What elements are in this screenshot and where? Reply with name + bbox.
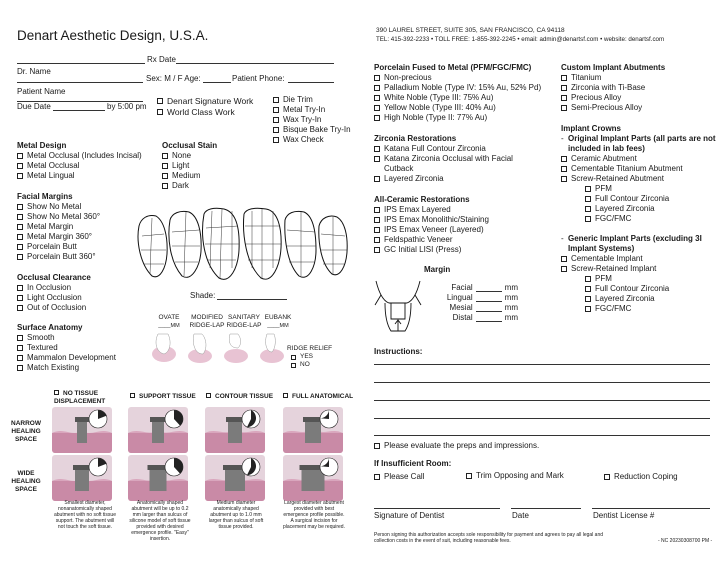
tissue-implant-image <box>128 407 188 453</box>
ceramic-option[interactable]: IPS Emax Veneer (Layered) <box>374 225 489 235</box>
implant-option[interactable]: Ceramic Abutment <box>561 154 721 164</box>
implant-sub-option[interactable]: FGC/FMC <box>561 304 721 314</box>
service-option[interactable]: Denart Signature Work <box>157 95 253 106</box>
patient-name-label: Patient Name <box>17 87 66 96</box>
shade-field[interactable] <box>217 299 287 300</box>
anatomy-option[interactable]: Mammalon Development <box>17 353 116 363</box>
section-title: Surface Anatomy <box>17 323 83 332</box>
instructions-line[interactable] <box>374 418 710 419</box>
company-contact: TEL: 415-392-2233 • TOLL FREE: 1-855-392-2245 • email: admin@denartsf.com • website: denartsf.com <box>376 36 665 43</box>
tissue-implant-image <box>283 407 343 453</box>
signature-label: Signature of Dentist <box>374 511 445 520</box>
try-option[interactable]: Metal Try-In <box>273 105 351 115</box>
section-title: Zirconia Restorations <box>374 134 457 143</box>
zirconia-section <box>374 134 544 184</box>
tissue-col-contour[interactable]: CONTOUR TISSUE <box>206 393 282 401</box>
implant-crowns-section <box>561 124 721 314</box>
implant-sub-option[interactable]: Full Contour Zirconia <box>561 194 721 204</box>
implant-sub-option[interactable]: Layered Zirconia <box>561 204 721 214</box>
tissue-caption: Largest diameter abutment provided with best emergence profile possible. A surgical incision for placement may be required. <box>283 500 345 530</box>
section-title: Occlusal Stain <box>162 141 218 150</box>
tissue-caption: Medium diameter anatomically shaped abutment up to 1.0 mm larger than sulcus of soft tissue provided. <box>208 500 264 530</box>
margin-distal[interactable]: Distal mm <box>452 313 518 322</box>
pontic-ovate[interactable]: OVATE ____MM <box>158 314 180 329</box>
age-field[interactable] <box>203 82 231 83</box>
surface-anatomy-section <box>17 323 116 373</box>
row-label-narrow: NARROW HEALING SPACE <box>11 420 41 443</box>
facial-margins-section <box>17 192 100 262</box>
anatomy-option[interactable]: Smooth <box>17 333 116 343</box>
footer-note: Person signing this authorization accepts sole responsibility for payment and agrees to pay all legal and collection costs in the event of suit, including reasonable fees. <box>374 532 604 544</box>
instructions-line[interactable] <box>374 435 710 436</box>
facial-margin-option[interactable]: Porcelain Butt <box>17 242 100 252</box>
margin-mesial[interactable]: Mesial mm <box>449 303 518 312</box>
implant-option[interactable]: Screw-Retained Implant <box>561 264 721 274</box>
stain-option[interactable]: Medium <box>162 171 217 181</box>
instructions-line[interactable] <box>374 400 710 401</box>
margin-title: Margin <box>424 265 451 274</box>
facial-margin-option[interactable]: Show No Metal 360° <box>17 212 100 222</box>
instructions-line[interactable] <box>374 364 710 365</box>
metal-design-section <box>17 141 142 181</box>
license-label: Dentist License # <box>593 511 655 520</box>
pfm-option[interactable]: Yellow Noble (Type III: 40% Au) <box>374 103 541 113</box>
service-option[interactable]: World Class Work <box>157 106 253 117</box>
ridge-relief: RIDGE RELIEF YES NO <box>287 345 333 368</box>
row-label-wide: WIDE HEALING SPACE <box>11 470 41 493</box>
section-title: Facial Margins <box>17 192 73 201</box>
implant-sub-option[interactable]: PFM <box>561 184 721 194</box>
anatomy-option[interactable]: Match Existing <box>17 363 116 373</box>
date-label: Date <box>512 511 529 520</box>
pfm-option[interactable]: White Noble (Type III: 75% Au) <box>374 93 541 103</box>
tissue-implant-image <box>52 455 112 501</box>
ridge-relief-yes[interactable]: YES <box>287 353 332 361</box>
margin-facial[interactable]: Facial mm <box>451 283 518 292</box>
ridge-relief-no[interactable]: NO <box>287 361 332 369</box>
ceramic-option[interactable]: GC Initial LISI (Press) <box>374 245 489 255</box>
pontic-modified-ridge-lap[interactable]: MODIFIED RIDGE-LAP <box>189 314 225 329</box>
facial-margin-option[interactable]: Metal Margin <box>17 222 100 232</box>
all-ceramic-section <box>374 195 489 255</box>
abutment-option[interactable]: Zirconia with Ti-Base <box>561 83 665 93</box>
insufficient-option-coping[interactable]: Reduction Coping <box>604 472 678 482</box>
tissue-caption: Smallest diameter, nonanatomically shaped abutment with no soft tissue support. The abutment will not touch the soft tissue. <box>54 500 116 530</box>
anatomy-option[interactable]: Textured <box>17 343 116 353</box>
due-date-label: Due Date <box>17 102 51 111</box>
pontic-illustration-icon <box>148 332 288 364</box>
try-option[interactable]: Wax Check <box>273 135 351 145</box>
try-option[interactable]: Wax Try-In <box>273 115 351 125</box>
tissue-implant-image <box>205 455 265 501</box>
tissue-col-no-displacement[interactable]: NO TISSUE DISPLACEMENT <box>54 390 106 405</box>
tissue-implant-image <box>283 455 343 501</box>
insufficient-option-call[interactable]: Please Call <box>374 472 424 482</box>
rx-date-line[interactable] <box>17 63 145 64</box>
try-options <box>273 95 351 145</box>
ceramic-option[interactable]: IPS Emax Monolithic/Staining <box>374 215 489 225</box>
insufficient-title: If Insufficient Room: <box>374 459 452 468</box>
facial-margin-option[interactable]: Metal Margin 360° <box>17 232 100 242</box>
stain-option[interactable]: None <box>162 151 217 161</box>
instructions-title: Instructions: <box>374 347 423 356</box>
pfm-option[interactable]: Non-precious <box>374 73 541 83</box>
pontic-eubank[interactable]: EUBANK ____MM <box>264 314 292 329</box>
abutment-option[interactable]: Semi-Precious Alloy <box>561 103 665 113</box>
rx-date-label: Rx Date <box>147 55 176 64</box>
checkbox[interactable] <box>157 109 163 115</box>
pfm-option[interactable]: Palladium Noble (Type IV: 15% Au, 52% Pd) <box>374 83 541 93</box>
signature-field[interactable] <box>374 508 500 509</box>
try-option[interactable]: Bisque Bake Try-In <box>273 125 351 135</box>
implant-sub-option[interactable]: Layered Zirconia <box>561 294 721 304</box>
section-title: Custom Implant Abutments <box>561 63 666 72</box>
due-date-field[interactable] <box>53 110 105 111</box>
dr-name-label: Dr. Name <box>17 67 51 76</box>
zirconia-option[interactable]: Katana Zirconia Occlusal with Facial Cutback <box>374 154 544 174</box>
dr-name-field[interactable] <box>17 82 143 83</box>
tissue-implant-image <box>205 407 265 453</box>
zirconia-option[interactable]: Katana Full Contour Zirconia <box>374 144 544 154</box>
section-title: All-Ceramic Restorations <box>374 195 470 204</box>
ceramic-option[interactable]: IPS Emax Layered <box>374 205 489 215</box>
abutment-option[interactable]: Precious Alloy <box>561 93 665 103</box>
service-options <box>157 95 253 117</box>
implant-option[interactable]: Cementable Implant <box>561 254 721 264</box>
implant-option[interactable]: Cementable Titanium Abutment <box>561 164 721 174</box>
tissue-caption: Anatomically shaped abutment will be up to 0.2 mm larger than sulcus of silicone model of soft tissue provided with desired emergence profile. "Easy" insertion. <box>129 500 191 542</box>
occlusal-stain-section <box>162 141 217 191</box>
instructions-line[interactable] <box>374 382 710 383</box>
checkbox[interactable] <box>157 98 163 104</box>
section-title: Metal Design <box>17 141 67 150</box>
zirconia-option[interactable]: Layered Zirconia <box>374 174 544 184</box>
stain-option[interactable]: Dark <box>162 181 217 191</box>
custom-abutments-section <box>561 63 665 113</box>
clearance-option[interactable]: Out of Occlusion <box>17 303 91 313</box>
facial-margin-option[interactable]: Show No Metal <box>17 202 100 212</box>
patient-phone-field[interactable] <box>288 82 334 83</box>
company-name: Denart Aesthetic Design, U.S.A. <box>17 28 209 43</box>
evaluate-option[interactable]: Please evaluate the preps and impressions. <box>374 441 539 451</box>
insufficient-option-trim[interactable]: Trim Opposing and Mark <box>466 471 564 481</box>
due-time: by 5:00 pm <box>107 102 147 111</box>
section-title: Implant Crowns <box>561 124 622 133</box>
license-field[interactable] <box>592 508 710 509</box>
tissue-col-full-anatomical[interactable]: FULL ANATOMICAL <box>283 393 359 401</box>
sex-age-label: Sex: M / F Age: <box>146 74 201 83</box>
occlusal-clearance-section <box>17 273 91 313</box>
section-title: Porcelain Fused to Metal (PFM/FGC/FMC) <box>374 63 532 72</box>
try-option[interactable]: Die Trim <box>273 95 351 105</box>
date-field[interactable] <box>511 508 581 509</box>
ceramic-option[interactable]: Feldspathic Veneer <box>374 235 489 245</box>
stain-option[interactable]: Light <box>162 161 217 171</box>
metal-design-option[interactable]: Metal Occlusal <box>17 161 142 171</box>
section-title: Occlusal Clearance <box>17 273 91 282</box>
implant-sub-option[interactable]: PFM <box>561 274 721 284</box>
pfm-section <box>374 63 541 123</box>
metal-design-option[interactable]: Metal Occlusal (Includes Incisal) <box>17 151 142 161</box>
footer-code: - NC 20230308700 PM - <box>658 538 713 544</box>
implant-sub-option[interactable]: Full Contour Zirconia <box>561 284 721 294</box>
implant-sub-option[interactable]: FGC/FMC <box>561 214 721 224</box>
metal-design-option[interactable]: Metal Lingual <box>17 171 142 181</box>
tissue-implant-image <box>52 407 112 453</box>
facial-margin-option[interactable]: Porcelain Butt 360° <box>17 252 100 262</box>
pontic-sanitary-ridge-lap[interactable]: SANITARY RIDGE-LAP <box>226 314 262 329</box>
margin-fields <box>413 283 518 323</box>
tissue-implant-image <box>128 455 188 501</box>
rx-date-field[interactable] <box>176 63 334 64</box>
generic-parts-heading: - Generic Implant Parts (excluding 3I Implant Systems) <box>561 234 702 253</box>
margin-lingual[interactable]: Lingual mm <box>446 293 518 302</box>
shade-label: Shade: <box>190 291 216 300</box>
teeth-diagram-icon[interactable] <box>134 206 352 284</box>
implant-option[interactable]: Screw-Retained Abutment <box>561 174 721 184</box>
clearance-option[interactable]: In Occlusion <box>17 283 91 293</box>
pfm-option[interactable]: High Noble (Type II: 77% Au) <box>374 113 541 123</box>
patient-phone-label: Patient Phone: <box>232 74 285 83</box>
company-address: 390 LAUREL STREET, SUITE 305, SAN FRANCISCO, CA 94118 <box>376 27 565 34</box>
clearance-option[interactable]: Light Occlusion <box>17 293 91 303</box>
tissue-col-support[interactable]: SUPPORT TISSUE <box>130 393 206 401</box>
original-parts-heading: - Original Implant Parts (all parts are not included in lab fees) <box>561 134 716 153</box>
abutment-option[interactable]: Titanium <box>561 73 665 83</box>
